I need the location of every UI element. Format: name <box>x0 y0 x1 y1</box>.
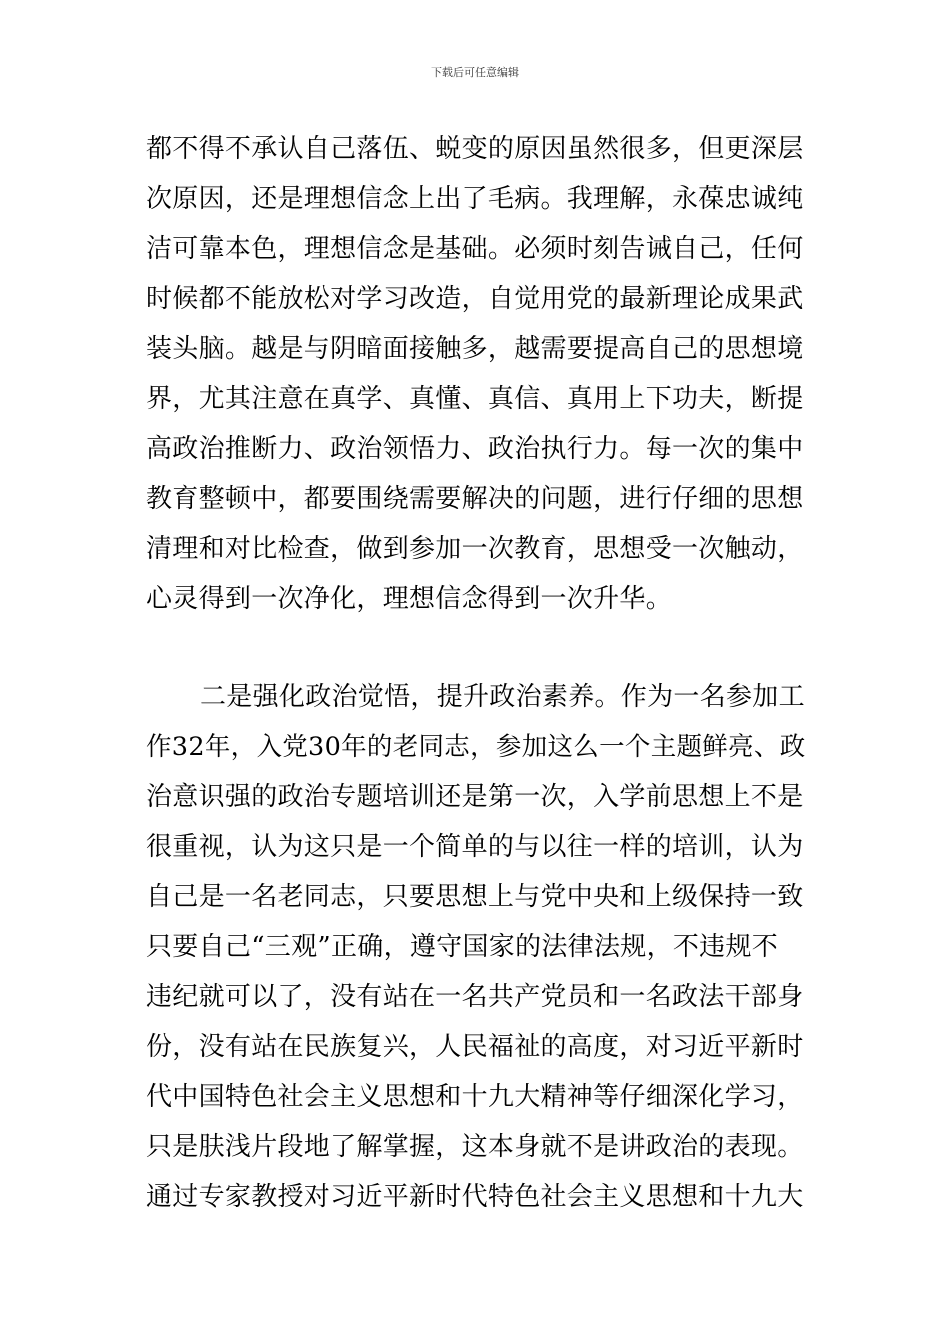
text-line: 次原因，还是理想信念上出了毛病。我理解，永葆忠诚纯 <box>146 184 804 214</box>
text-line: 治意识强的政治专题培训还是第一次，入学前思想上不是 <box>146 782 804 812</box>
text-line: 心灵得到一次净化，理想信念得到一次升华。 <box>146 584 673 614</box>
text-line: 二是强化政治觉悟，提升政治素养。作为一名参加工 <box>200 682 805 712</box>
text-line: 都不得不承认自己落伍、蜕变的原因虽然很多，但更深层 <box>146 134 804 164</box>
text-line: 份，没有站在民族复兴，人民福祉的高度，对习近平新时 <box>146 1032 804 1062</box>
text-line: 教育整顿中，都要围绕需要解决的问题，进行仔细的思想 <box>146 484 804 514</box>
text-line: 洁可靠本色，理想信念是基础。必须时刻告诫自己，任何 <box>146 234 804 264</box>
text-line: 高政治推断力、政治领悟力、政治执行力。每一次的集中 <box>146 434 804 464</box>
page-header: 下载后可任意编辑 <box>431 66 519 79</box>
text-line: 违纪就可以了，没有站在一名共产党员和一名政法干部身 <box>146 982 804 1012</box>
text-line: 自己是一名老同志，只要思想上与党中央和上级保持一致 <box>146 882 804 912</box>
text-line: 通过专家教授对习近平新时代特色社会主义思想和十九大 <box>146 1182 804 1212</box>
text-line: 装头脑。越是与阴暗面接触多，越需要提高自己的思想境 <box>146 334 804 364</box>
text-line: 只是肤浅片段地了解掌握，这本身就不是讲政治的表现。 <box>146 1132 804 1162</box>
text-line: 界，尤其注意在真学、真懂、真信、真用上下功夫，断提 <box>146 384 804 414</box>
text-line: 时候都不能放松对学习改造，自觉用党的最新理论成果武 <box>146 284 804 314</box>
text-line: 只要自己“三观”正确，遵守国家的法律法规，不违规不 <box>146 932 779 962</box>
text-line: 代中国特色社会主义思想和十九大精神等仔细深化学习， <box>146 1082 804 1112</box>
text-line: 很重视，认为这只是一个简单的与以往一样的培训，认为 <box>146 832 804 862</box>
text-line: 清理和对比检查，做到参加一次教育，思想受一次触动， <box>146 534 804 564</box>
text-line: 作32年，入党30年的老同志，参加这么一个主题鲜亮、政 <box>146 732 806 762</box>
